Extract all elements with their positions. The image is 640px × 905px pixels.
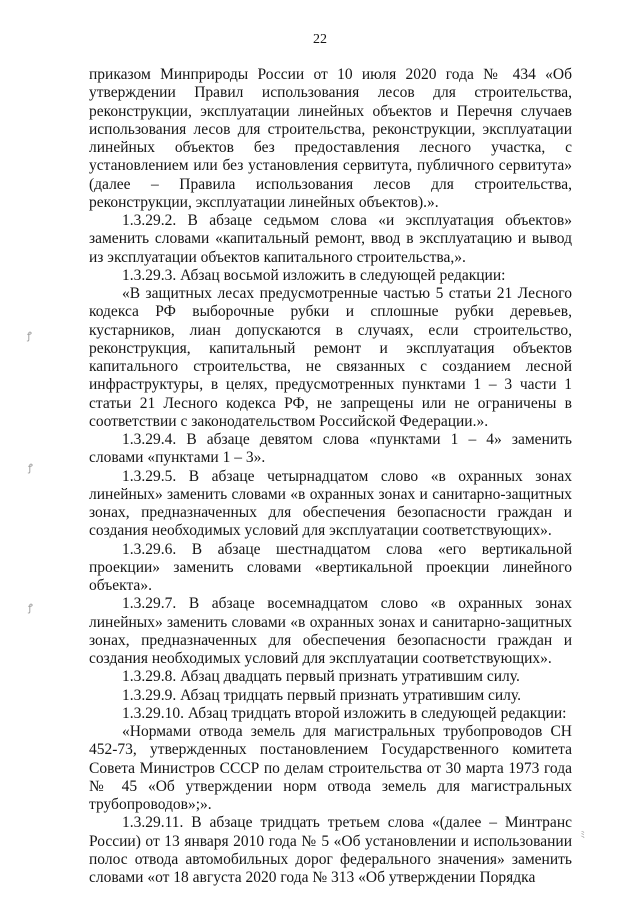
paragraph-quote-protective-forests: «В защитных лесах предусмотренные частью 5 статьи 21 Лесного кодекса РФ выборочные рубки и сплошные рубки деревьев, кустарников, лиан допускаются в случаях, если строительство, реконструкция, капитальный ремонт и эксплуатация объектов капитального строительства, не связанных с созданием лесной инфраструктуры, в целях, предусмотренных пунктами 1 – 3 части 1 статьи 21 Лесного кодекса РФ, не запрещены или не ограничены в соответствии с законодательством Российской Федерации.». bbox=[89, 285, 572, 430]
paragraph-1-3-29-9: 1.3.29.9. Абзац тридцать первый признать утратившим силу. bbox=[122, 686, 521, 704]
margin-scribble-mark: ꝭ bbox=[27, 331, 32, 342]
margin-scribble-mark: ﾐ bbox=[580, 830, 587, 841]
paragraph-1-3-29-3: 1.3.29.3. Абзац восьмой изложить в следующей редакции: bbox=[122, 266, 506, 284]
paragraph-continuation: приказом Минприроды России от 10 июля 2020 года № 434 «Об утверждении Правил использования лесов для строительства, реконструкции, эксплуатации линейных объектов и Перечня случаев использования лесов для строительства, реконструкции, эксплуатации линейных объектов без предоставления лесного участка, с установлением или без установления сервитута, публичного сервитута» (далее – Правила использования лесов для строительства, реконструкции, эксплуатации линейных объектов).». bbox=[89, 66, 572, 211]
paragraph-quote-land-allocation-norms: «Нормами отвода земель для магистральных трубопроводов СН 452-73, утвержденных постановлением Государственного комитета Совета Министров СССР по делам строительства от 30 марта 1973 года № 45 «Об утверждении норм отвода земель для магистральных трубопроводов»;». bbox=[89, 723, 572, 813]
paragraph-1-3-29-2: 1.3.29.2. В абзаце седьмом слова «и эксплуатация объектов» заменить словами «капитальный ремонт, ввод в эксплуатацию и вывод из эксплуатации объектов капитального строительства,». bbox=[89, 212, 572, 266]
paragraph-1-3-29-5: 1.3.29.5. В абзаце четырнадцатом слово «в охранных зонах линейных» заменить словами «в охранных зонах и санитарно-защитных зонах, предназначенных для обеспечения безопасности граждан и создания необходимых условий для эксплуатации соответствующих». bbox=[89, 467, 572, 540]
paragraph-1-3-29-4: 1.3.29.4. В абзаце девятом слова «пунктами 1 – 4» заменить словами «пунктами 1 – 3». bbox=[89, 431, 572, 467]
paragraph-1-3-29-11: 1.3.29.11. В абзаце тридцать третьем слова «(далее – Минтранс России) от 13 января 2010 года № 5 «Об установлении и использовании полос отвода автомобильных дорог федерального значения» заменить словами «от 18 августа 2020 года № 313 «Об утверждении Порядка bbox=[89, 814, 572, 886]
paragraph-1-3-29-8: 1.3.29.8. Абзац двадцать первый признать утратившим силу. bbox=[122, 668, 520, 686]
margin-scribble-mark: ꝭ bbox=[28, 463, 33, 474]
paragraph-1-3-29-6: 1.3.29.6. В абзаце шестнадцатом слова «его вертикальной проекции» заменить словами «вертикальной проекции линейного объекта». bbox=[89, 540, 572, 594]
document-body bbox=[89, 66, 572, 887]
margin-scribble-mark: ꝭ bbox=[28, 603, 33, 614]
page-number: 22 bbox=[313, 32, 327, 47]
paragraph-1-3-29-7: 1.3.29.7. В абзаце восемнадцатом слово «в охранных зонах линейных» заменить словами «в охранных зонах и санитарно-защитных зонах, предназначенных для обеспечения безопасности граждан и создания необходимых условий для эксплуатации соответствующих». bbox=[89, 595, 572, 667]
paragraph-1-3-29-10: 1.3.29.10. Абзац тридцать второй изложить в следующей редакции: bbox=[122, 704, 567, 722]
